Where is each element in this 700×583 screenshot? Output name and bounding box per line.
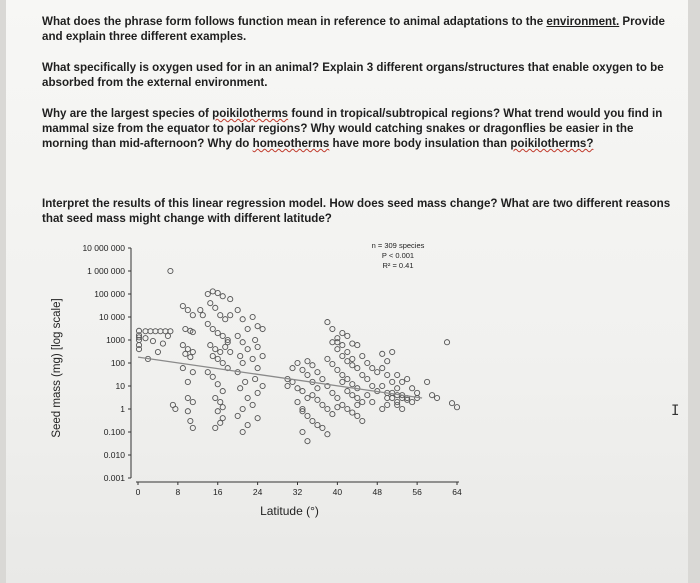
x-tick-label: 32 [292, 487, 303, 497]
data-point [390, 395, 395, 400]
x-tick-label: 56 [412, 487, 422, 497]
data-point [320, 402, 325, 407]
data-point [315, 422, 320, 427]
data-point [220, 389, 225, 394]
data-point [245, 326, 250, 331]
data-point [160, 341, 165, 346]
data-point [365, 393, 370, 398]
data-point [305, 395, 310, 400]
data-point [350, 393, 355, 398]
data-point [454, 405, 459, 410]
regression-line [138, 357, 422, 398]
data-point [185, 307, 190, 312]
x-axis-label: Latitude (°) [260, 504, 319, 518]
data-point [370, 383, 375, 388]
data-point [390, 349, 395, 354]
x-tick-label: 8 [175, 487, 181, 497]
data-point [260, 383, 265, 388]
data-point [205, 370, 210, 375]
data-point [245, 395, 250, 400]
data-point [180, 366, 185, 371]
data-point [345, 389, 350, 394]
data-point [355, 366, 360, 371]
data-point [305, 359, 310, 364]
data-point [390, 379, 395, 384]
data-point [315, 370, 320, 375]
data-point [335, 395, 340, 400]
data-point [335, 405, 340, 410]
q3-word-homeotherms: homeotherms [252, 137, 330, 150]
data-point [183, 351, 188, 356]
data-point [320, 376, 325, 381]
data-point [173, 406, 178, 411]
q4-text: Interpret the results of this linear regression model. How does seed mass change? What are two different reasons that seed mass might change with different latitude? [42, 197, 671, 225]
data-point [223, 317, 228, 322]
data-point [360, 418, 365, 423]
data-point [290, 366, 295, 371]
data-point [190, 399, 195, 404]
data-point [213, 347, 218, 352]
stats-annotation: P < 0.001 [381, 251, 415, 260]
data-point [238, 353, 243, 358]
data-point [355, 413, 360, 418]
y-tick-label: 10 [115, 381, 125, 391]
data-point [190, 313, 195, 318]
data-point [320, 425, 325, 430]
data-point [325, 320, 330, 325]
q3-text-b: found in tropical/subtropical regions? What trend would you find in mammal size from the equator to polar regions? Why would catching snakes or dragonflies be easier in the morning than mid-afternoon? Why do [42, 107, 663, 150]
data-point [305, 439, 310, 444]
data-point [250, 356, 255, 361]
data-point [143, 336, 148, 341]
data-point [218, 399, 223, 404]
data-point [350, 410, 355, 415]
data-point [380, 383, 385, 388]
data-point [340, 343, 345, 348]
data-point [238, 386, 243, 391]
y-tick-label: 10 000 000 [82, 243, 125, 253]
q1-text-start: What does the phrase form follows function mean in reference to animal adaptations to the [42, 15, 547, 28]
data-point [228, 297, 233, 302]
data-point [340, 353, 345, 358]
data-point [310, 418, 315, 423]
data-point [305, 413, 310, 418]
data-point [165, 333, 170, 338]
data-point [380, 406, 385, 411]
y-tick-label: 100 000 [94, 289, 125, 299]
data-point [325, 432, 330, 437]
data-point [385, 395, 390, 400]
data-point [220, 360, 225, 365]
data-point [310, 393, 315, 398]
data-point [243, 379, 248, 384]
data-point [410, 399, 415, 404]
data-point [213, 425, 218, 430]
data-point [250, 402, 255, 407]
data-point [188, 355, 193, 360]
data-point [218, 313, 223, 318]
data-point [410, 386, 415, 391]
data-point [180, 303, 185, 308]
data-point [429, 393, 434, 398]
data-point [345, 406, 350, 411]
data-point [255, 366, 260, 371]
y-tick-label: 10 000 [99, 312, 125, 322]
data-point [240, 340, 245, 345]
y-tick-label: 0.100 [103, 427, 125, 437]
data-point [228, 313, 233, 318]
data-point [180, 343, 185, 348]
data-point [215, 382, 220, 387]
data-point [210, 374, 215, 379]
data-point [395, 372, 400, 377]
y-tick-label: 0.010 [103, 450, 125, 460]
data-point [150, 338, 155, 343]
data-point [220, 405, 225, 410]
data-point [185, 395, 190, 400]
data-point [385, 359, 390, 364]
x-tick-label: 24 [252, 487, 263, 497]
data-point [155, 349, 160, 354]
x-tick-label: 40 [332, 487, 343, 497]
data-point [235, 307, 240, 312]
data-point [405, 376, 410, 381]
data-point [350, 356, 355, 361]
data-point [400, 379, 405, 384]
y-tick-label: 100 [110, 358, 125, 368]
data-point [355, 395, 360, 400]
data-point [300, 429, 305, 434]
q2-text: What specifically is oxygen used for in an animal? Explain 3 different organs/structures that enable oxygen to be absorbed from the external environment. [42, 61, 664, 89]
data-point [300, 389, 305, 394]
data-point [215, 290, 220, 295]
data-point [350, 382, 355, 387]
data-point [200, 313, 205, 318]
data-point [345, 376, 350, 381]
data-point [253, 376, 258, 381]
data-point [250, 314, 255, 319]
data-point [370, 366, 375, 371]
data-point [295, 386, 300, 391]
q1-underlined-word: environment. [546, 15, 620, 28]
data-point [245, 347, 250, 352]
data-point [305, 372, 310, 377]
data-point [360, 399, 365, 404]
data-point [395, 386, 400, 391]
data-point [208, 301, 213, 306]
data-point [300, 367, 305, 372]
data-point [325, 356, 330, 361]
data-point [350, 341, 355, 346]
data-point [330, 412, 335, 417]
data-point [153, 329, 158, 334]
data-point [198, 307, 203, 312]
data-point [228, 349, 233, 354]
data-point [213, 305, 218, 310]
x-tick-label: 48 [372, 487, 382, 497]
data-point [325, 406, 330, 411]
data-point [340, 379, 345, 384]
data-point [235, 333, 240, 338]
q1-text-end: Provide and explain three different examples. [42, 15, 665, 43]
stats-annotation: R² = 0.41 [382, 261, 414, 270]
data-point [210, 353, 215, 358]
data-point [345, 359, 350, 364]
data-point [215, 356, 220, 361]
stats-annotation: n = 309 species [371, 241, 425, 250]
data-point [210, 326, 215, 331]
data-point [220, 333, 225, 338]
data-point [385, 402, 390, 407]
data-point [340, 372, 345, 377]
data-point [218, 420, 223, 425]
x-tick-label: 16 [213, 487, 223, 497]
data-point [360, 353, 365, 358]
data-point [350, 363, 355, 368]
y-tick-label: 1000 [106, 335, 125, 345]
data-point [295, 360, 300, 365]
data-point [380, 366, 385, 371]
data-point [213, 395, 218, 400]
y-axis-label: Seed mass (mg) [log scale] [51, 298, 63, 438]
data-point [240, 429, 245, 434]
data-point [340, 402, 345, 407]
data-point [434, 395, 439, 400]
data-point [215, 409, 220, 414]
data-point [190, 425, 195, 430]
data-point [370, 399, 375, 404]
y-tick-label: 0.001 [103, 473, 125, 483]
data-point [240, 317, 245, 322]
data-point [255, 416, 260, 421]
data-point [345, 333, 350, 338]
data-point [330, 340, 335, 345]
data-point [330, 390, 335, 395]
data-point [365, 360, 370, 365]
data-point [255, 390, 260, 395]
data-point [315, 397, 320, 402]
data-point [185, 409, 190, 414]
data-point [205, 291, 210, 296]
x-tick-label: 64 [452, 487, 462, 497]
data-point [260, 353, 265, 358]
data-point [449, 401, 454, 406]
data-point [245, 422, 250, 427]
data-point [220, 294, 225, 299]
data-point [365, 376, 370, 381]
data-point [148, 329, 153, 334]
data-point [253, 337, 258, 342]
data-point [235, 413, 240, 418]
data-point [355, 402, 360, 407]
data-point [208, 343, 213, 348]
data-point [260, 326, 265, 331]
data-point [400, 406, 405, 411]
data-point [168, 268, 173, 273]
data-point [190, 349, 195, 354]
data-point [205, 321, 210, 326]
text-cursor-icon: I [671, 403, 680, 419]
y-tick-label: 1 000 000 [87, 266, 125, 276]
x-tick-label: 0 [135, 487, 141, 497]
data-point [285, 383, 290, 388]
data-point [340, 330, 345, 335]
data-point [158, 329, 163, 334]
data-point [335, 367, 340, 372]
q3-word-poikilotherms-2: poikilotherms? [510, 137, 594, 150]
data-point [185, 379, 190, 384]
data-point [360, 372, 365, 377]
data-point [255, 344, 260, 349]
data-point [210, 289, 215, 294]
data-point [355, 343, 360, 348]
data-point [310, 363, 315, 368]
data-point [218, 349, 223, 354]
data-point [380, 351, 385, 356]
data-point [415, 390, 420, 395]
data-point [188, 418, 193, 423]
data-point [183, 326, 188, 331]
data-point [385, 372, 390, 377]
data-point [143, 329, 148, 334]
data-point [330, 326, 335, 331]
data-point [315, 386, 320, 391]
data-point [424, 379, 429, 384]
data-point [345, 349, 350, 354]
data-point [335, 347, 340, 352]
data-point [295, 399, 300, 404]
data-point [190, 370, 195, 375]
data-point [330, 361, 335, 366]
q3-text-c: have more body insulation than [329, 137, 511, 150]
data-point [240, 406, 245, 411]
data-point [255, 324, 260, 329]
data-point [375, 370, 380, 375]
data-point [240, 360, 245, 365]
y-tick-label: 1 [120, 404, 125, 414]
data-point [215, 330, 220, 335]
q3-word-poikilotherms: poikilotherms [212, 107, 289, 120]
q3-text-a: Why are the largest species of [42, 107, 213, 120]
data-point [444, 340, 449, 345]
